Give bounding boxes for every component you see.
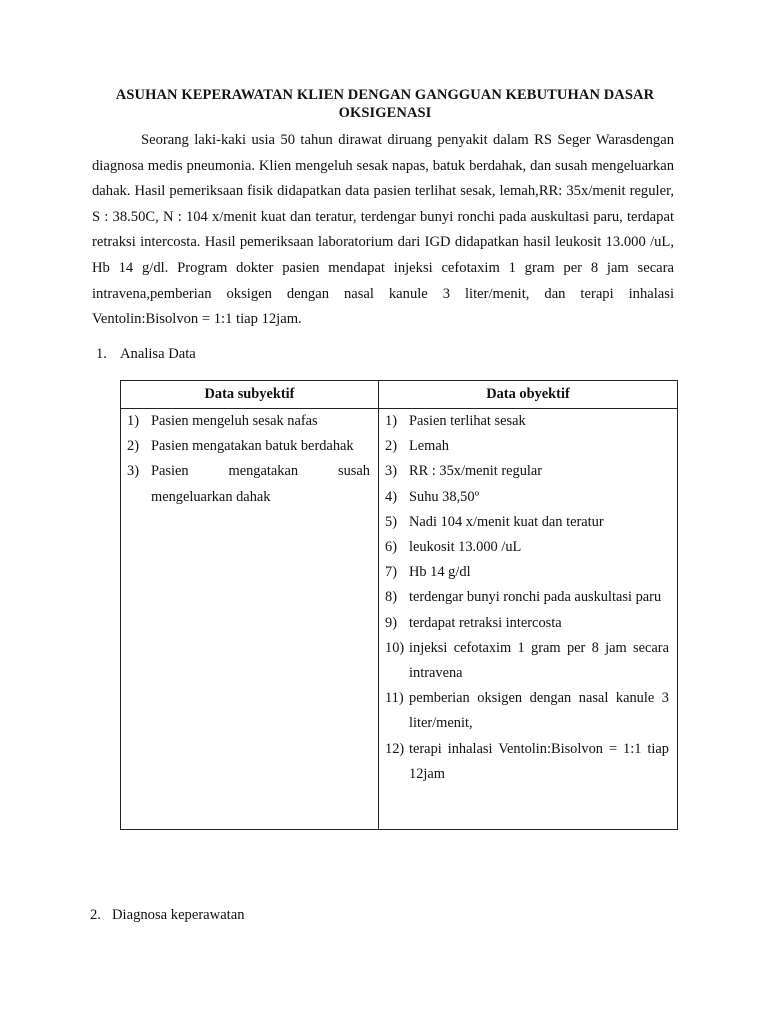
item-text: terdengar bunyi ronchi pada auskultasi paru xyxy=(409,589,662,606)
objective-item xyxy=(385,434,669,459)
analisa-data-table xyxy=(120,380,678,830)
subjective-list xyxy=(127,409,370,510)
subjective-item xyxy=(127,459,370,509)
section-label: Diagnosa keperawatan xyxy=(112,907,245,923)
item-text: leukosit 13.000 /uL xyxy=(409,539,522,556)
objective-item xyxy=(385,636,669,686)
item-number: 6) xyxy=(385,539,397,556)
section-number: 2. xyxy=(90,907,101,923)
case-paragraph: Seorang laki-kaki usia 50 tahun dirawat diruang penyakit dalam RS Seger Warasdengan diagnosa medis pneumonia. Klien mengeluh sesak napas, batuk berdahak, dan susah mengeluarkan dahak. Hasil pemeriksaan fisik didapatkan data pasien terlihat sesak, lemah,RR: 35x/menit reguler, S : 38.50C, N : 104 x/menit kuat dan teratur, terdengar bunyi ronchi pada auskultasi paru, terdapat retraksi intercosta. Hasil pemeriksaan laboratorium dari IGD didapatkan hasil leukosit 13.000 /uL, Hb 14 g/dl. Program dokter pasien mendapat injeksi cefotaxim 1 gram per 8 jam secara intravena,pemberian oksigen dengan nasal kanule 3 liter/menit, dan terapi inhalasi Ventolin:Bisolvon = 1:1 tiap 12jam. xyxy=(92,132,674,328)
item-number: 8) xyxy=(385,589,397,606)
objective-item xyxy=(385,409,669,434)
item-text: Nadi 104 x/menit kuat dan teratur xyxy=(409,513,604,530)
item-text: Pasien terlihat sesak xyxy=(409,413,526,429)
subjective-cell xyxy=(121,409,379,830)
item-number: 3) xyxy=(385,463,397,480)
subjective-item xyxy=(127,409,370,434)
item-text: Hb 14 g/dl xyxy=(409,564,471,581)
item-number: 2) xyxy=(127,438,139,455)
item-text: Pasien mengeluh sesak nafas xyxy=(151,413,318,429)
header-subjective: Data subyektif xyxy=(121,381,379,409)
objective-item xyxy=(385,485,669,510)
document-title: ASUHAN KEPERAWATAN KLIEN DENGAN GANGGUAN KEBUTUHAN DASAR OKSIGENASI xyxy=(115,87,655,121)
objective-item xyxy=(385,459,669,484)
item-number: 5) xyxy=(385,513,397,530)
objective-list xyxy=(385,409,669,787)
item-text: Lemah xyxy=(409,438,449,455)
item-number: 4) xyxy=(385,488,397,505)
section-number: 1. xyxy=(96,346,107,362)
item-text: Suhu 38,50º xyxy=(409,488,480,505)
item-number: 1) xyxy=(385,413,397,429)
item-text: Pasien mengatakan batuk berdahak xyxy=(151,438,354,455)
table-body-row xyxy=(121,409,678,830)
item-number: 9) xyxy=(385,614,397,631)
item-text: terapi inhalasi Ventolin:Bisolvon = 1:1 tiap 12jam xyxy=(409,740,669,782)
item-text: injeksi cefotaxim 1 gram per 8 jam secara intravena xyxy=(409,639,669,682)
item-number: 1) xyxy=(127,413,139,429)
header-objective: Data obyektif xyxy=(379,381,678,409)
objective-cell xyxy=(379,409,678,830)
item-number: 11) xyxy=(385,690,404,707)
item-text: pemberian oksigen dengan nasal kanule 3 liter/menit, xyxy=(409,690,669,732)
objective-item xyxy=(385,560,669,585)
item-number: 10) xyxy=(385,639,405,656)
objective-item xyxy=(385,737,669,787)
section-heading-diagnosa xyxy=(90,906,245,924)
item-number: 7) xyxy=(385,564,397,581)
item-number: 2) xyxy=(385,438,397,455)
objective-item xyxy=(385,686,669,736)
section-heading-analisa xyxy=(96,345,196,363)
table-header-row xyxy=(121,381,678,409)
objective-item xyxy=(385,510,669,535)
item-number: 12) xyxy=(385,740,405,757)
item-text: Pasien mengatakan susah mengeluarkan dahak xyxy=(151,463,370,505)
item-text: RR : 35x/menit regular xyxy=(409,463,543,480)
section-label: Analisa Data xyxy=(120,346,196,362)
objective-item xyxy=(385,611,669,636)
subjective-item xyxy=(127,434,370,459)
objective-item xyxy=(385,585,669,610)
objective-item xyxy=(385,535,669,560)
item-text: terdapat retraksi intercosta xyxy=(409,614,562,631)
item-number: 3) xyxy=(127,463,139,480)
